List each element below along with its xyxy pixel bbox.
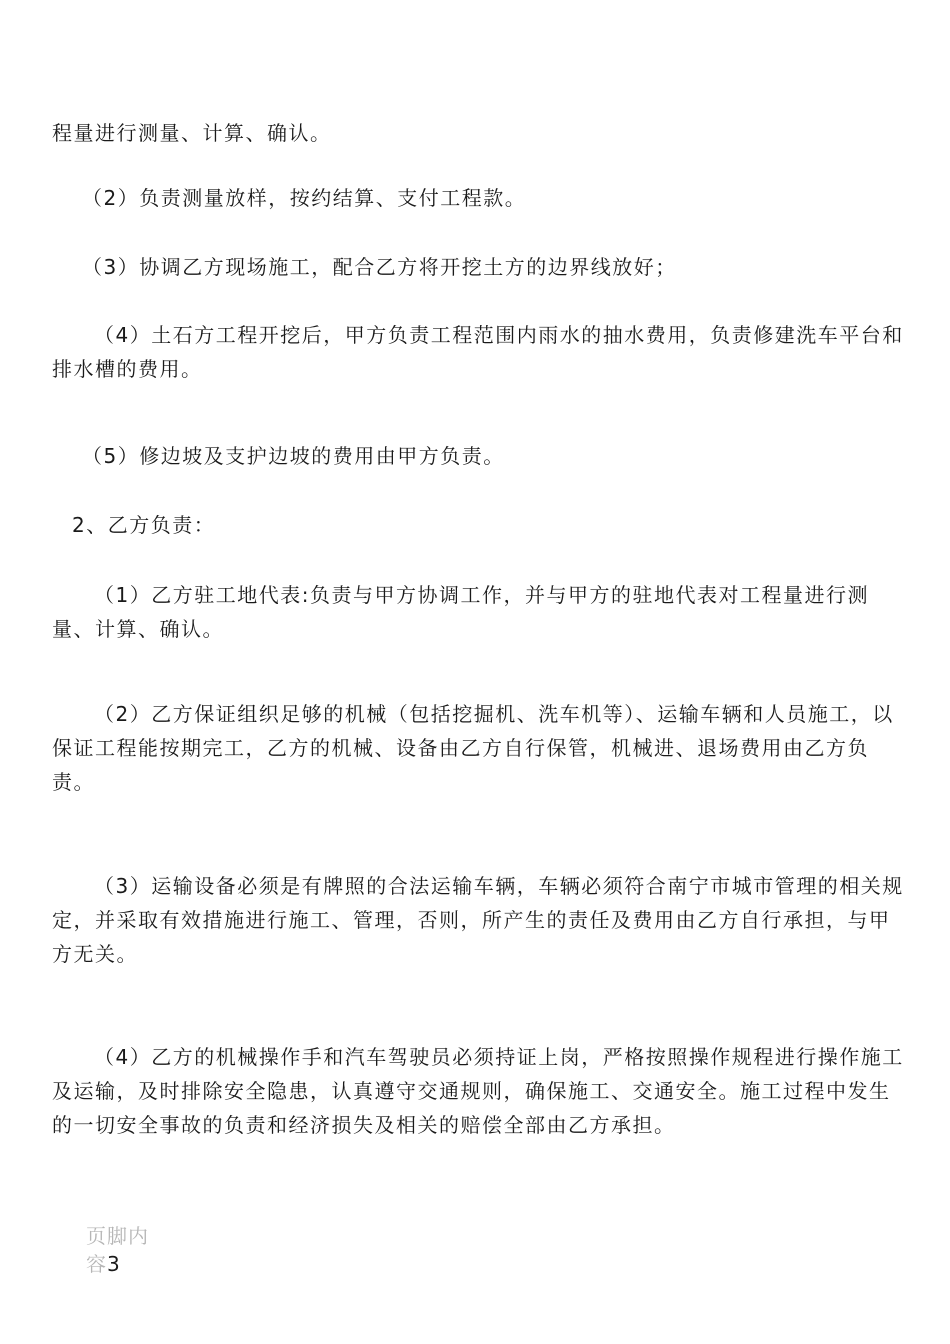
paragraph-5: （5）修边坡及支护边坡的费用由甲方负责。 <box>82 444 505 468</box>
paragraph-4: （4）土石方工程开挖后，甲方负责工程范围内雨水的抽水费用，负责修建洗车平台和排水槽的费用。 <box>52 323 904 381</box>
section-heading-party-b: 2、乙方负责： <box>72 513 216 537</box>
footer-label: 页脚内容 <box>86 1224 149 1276</box>
paragraph-1: 程量进行测量、计算、确认。 <box>52 121 332 145</box>
paragraph-7: （1）乙方驻工地代表:负责与甲方协调工作，并与甲方的驻地代表对工程量进行测量、计算、确认。 <box>52 583 869 641</box>
paragraph-9: （3）运输设备必须是有牌照的合法运输车辆，车辆必须符合南宁市城市管理的相关规定，并采取有效措施进行施工、管理，否则，所产生的责任及费用由乙方自行承担，与甲方无关。 <box>52 874 904 966</box>
paragraph-2: （2）负责测量放样，按约结算、支付工程款。 <box>82 186 527 210</box>
paragraph-10: （4）乙方的机械操作手和汽车驾驶员必须持证上岗，严格按照操作规程进行操作施工及运输，及时排除安全隐患，认真遵守交通规则，确保施工、交通安全。施工过程中发生的一切安全事故的负责和经济损失及相关的赔偿全部由乙方承担。 <box>52 1045 904 1137</box>
paragraph-3: （3）协调乙方现场施工，配合乙方将开挖土方的边界线放好； <box>82 255 677 279</box>
page-number: 3 <box>107 1252 121 1276</box>
paragraph-8: （2）乙方保证组织足够的机械（包括挖掘机、洗车机等）、运输车辆和人员施工，以保证工程能按期完工，乙方的机械、设备由乙方自行保管，机械进、退场费用由乙方负责。 <box>52 702 894 794</box>
page-footer <box>86 1222 158 1278</box>
